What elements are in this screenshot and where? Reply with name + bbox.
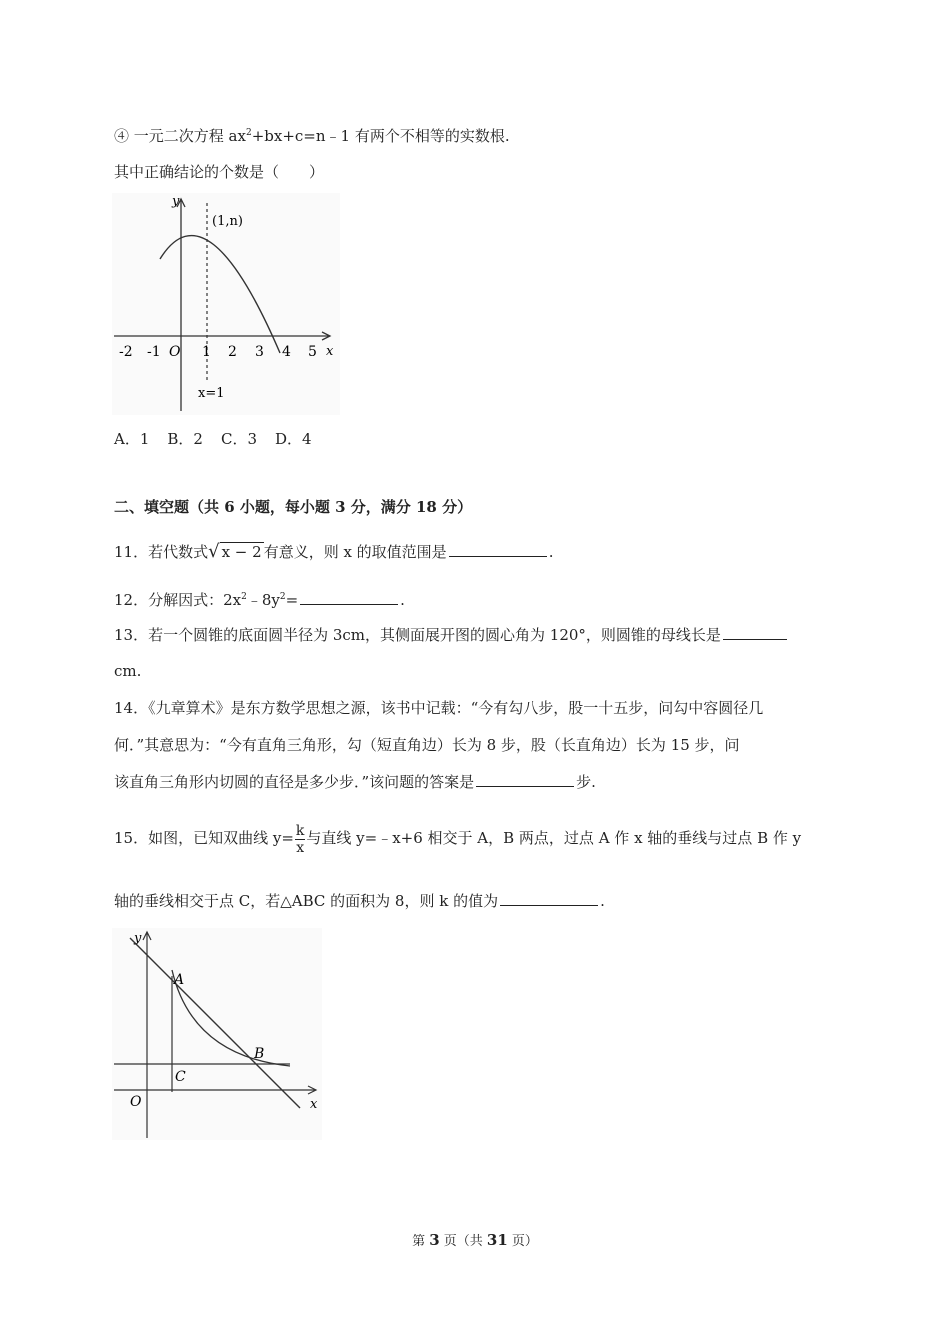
fraction-k-over-x [295, 823, 305, 856]
q14-line3 [114, 772, 596, 792]
q11-text: 11．若代数式 [114, 543, 209, 561]
q10-item4-text: ④ 一元二次方程 ax [114, 127, 246, 145]
graph1-tick: 5 [308, 344, 317, 360]
fraction-numerator: k [295, 822, 305, 839]
graph1-tick: 2 [228, 344, 237, 360]
q12-mid: ﹣8y [246, 591, 280, 609]
q10-item4-text-end: +bx+c=n﹣1 有两个不相等的实数根. [251, 127, 510, 145]
q12-sup1: 2 [241, 592, 247, 602]
q14-line2: 何．”其意思为：“今有直角三角形，勾（短直角边）长为 8 步，股（长直角边）长为 15 步，问 [114, 736, 740, 754]
graph1-x-label: x [326, 344, 334, 359]
q15-line2 [114, 891, 605, 911]
option-d: D．4 [275, 430, 312, 448]
q13-line2: cm. [114, 662, 142, 680]
q14-answer-blank [476, 772, 574, 787]
q15-end: . [600, 892, 605, 910]
q15-line1 [114, 820, 801, 856]
q11-text-post: 有意义，则 x 的取值范围是 [263, 543, 447, 561]
graph1-tick: 4 [282, 344, 291, 360]
q11-end: . [548, 543, 554, 561]
q10-options [114, 429, 312, 449]
graph1-tick: -2 [119, 344, 133, 360]
section2-heading: 二、填空题（共 6 小题，每小题 3 分，满分 18 分） [114, 498, 473, 516]
q13-line1 [114, 625, 789, 645]
q10-item4 [114, 126, 510, 146]
q15-text-post: 与直线 y=﹣x+6 相交于 A，B 两点，过点 A 作 x 轴的垂线与过点 B 作 y [306, 829, 802, 847]
sqrt-expression: √ x − 2 [208, 541, 262, 562]
q11-radicand: x − 2 [221, 543, 262, 561]
q15-text: 15．如图，已知双曲线 y= [114, 829, 294, 847]
parabola-graph [112, 193, 340, 415]
q15-line2-text: 轴的垂线相交于点 C，若△ABC 的面积为 8，则 k 的值为 [114, 892, 499, 910]
q15-answer-blank [500, 891, 598, 906]
point-a-label: A [174, 972, 185, 988]
q12-end: . [400, 591, 405, 609]
q13-text: 13．若一个圆锥的底面圆半径为 3cm，其侧面展开图的圆心角为 120°，则圆锥的母线长是 [114, 626, 721, 644]
graph1-origin: O [169, 344, 181, 360]
footer-total-pages: 31 [486, 1231, 508, 1249]
graph1-y-label: y [172, 194, 180, 209]
q12-sup2: 2 [279, 592, 286, 602]
q11-answer-blank [449, 542, 547, 557]
q12 [114, 590, 405, 610]
q14-line1: 14．《九章算术》是东方数学思想之源，该书中记载：“今有勾八步，股一十五步，问勾中容圆径几 [114, 699, 764, 717]
q12-answer-blank [300, 590, 398, 605]
q14-text: 该直角三角形内切圆的直径是多少步．”该问题的答案是 [114, 773, 475, 791]
q10-question: 其中正确结论的个数是（ ） [114, 163, 325, 181]
q14-end: 步. [576, 773, 596, 791]
q10-item4-sup: 2 [245, 128, 252, 138]
q12-text: 12．分解因式：2x [114, 591, 242, 609]
q12-post: = [285, 591, 299, 609]
graph1-tick: 3 [255, 344, 264, 360]
graph2-y-label: y [134, 931, 142, 946]
point-b-label: B [254, 1046, 265, 1062]
footer-page-number: 3 [429, 1231, 440, 1249]
q11 [114, 542, 553, 562]
q13-answer-blank [723, 625, 787, 640]
footer-mid: 页（共 [439, 1234, 487, 1249]
fraction-denominator: x [296, 839, 305, 856]
option-b: B．2 [167, 430, 203, 448]
hyperbola-graph [112, 928, 322, 1140]
option-c: C．3 [220, 430, 257, 448]
footer-post: 页） [507, 1234, 538, 1249]
graph1-tick: -1 [147, 344, 161, 360]
graph1-tick: 1 [202, 344, 211, 360]
option-a: A．1 [114, 430, 150, 448]
footer-pre: 第 [412, 1234, 430, 1249]
graph1-axis-label: x=1 [198, 386, 225, 401]
point-c-label: C [175, 1069, 186, 1085]
graph1-vertex-label: (1,n) [212, 214, 243, 229]
graph2-x-label: x [310, 1097, 318, 1112]
graph2-origin: O [130, 1094, 142, 1110]
page-footer [0, 1230, 950, 1249]
